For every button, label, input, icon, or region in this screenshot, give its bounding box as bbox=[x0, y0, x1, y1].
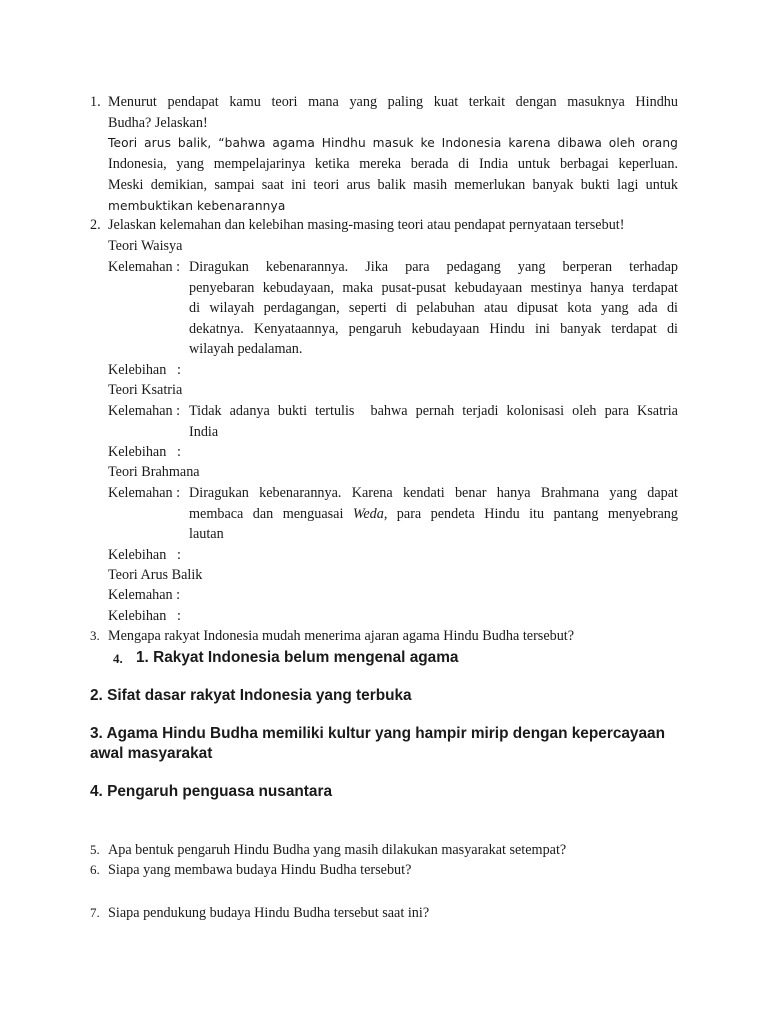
waisya-kelemahan-label: Kelemahan : bbox=[108, 259, 181, 275]
q3-question: Mengapa rakyat Indonesia mudah menerima ajaran agama Hindu Budha tersebut? bbox=[108, 628, 575, 644]
arus-balik-kelebihan-label: Kelebihan : bbox=[108, 608, 181, 624]
q5-question: Apa bentuk pengaruh Hindu Budha yang masih dilakukan masyarakat setempat? bbox=[108, 842, 567, 858]
ksatria-title: Teori Ksatria bbox=[108, 382, 183, 398]
q7-number: 7. bbox=[90, 905, 100, 920]
q4-answer-4: 4. Pengaruh penguasa nusantara bbox=[90, 783, 333, 800]
q1-question-line-2: Budha? Jelaskan! bbox=[108, 115, 208, 131]
q4-answer-3-line-1: 3. Agama Hindu Budha memiliki kultur yang hampir mirip dengan kepercayaan bbox=[90, 725, 666, 742]
q7-question: Siapa pendukung budaya Hindu Budha tersebut saat ini? bbox=[108, 905, 430, 921]
ksatria-kelemahan-line-1: Tidak adanya bukti tertulis bahwa pernah terjadi kolonisasi oleh para Ksatria bbox=[189, 403, 678, 419]
arus-balik-title: Teori Arus Balik bbox=[108, 567, 203, 583]
q6-question: Siapa yang membawa budaya Hindu Budha tersebut? bbox=[108, 862, 412, 878]
q2-number: 2. bbox=[90, 217, 101, 233]
brahmana-title: Teori Brahmana bbox=[108, 464, 200, 480]
brahmana-line2-part-a: membaca dan menguasai bbox=[189, 506, 353, 522]
ksatria-kelemahan-line-2: India bbox=[189, 424, 219, 440]
q4-answer-3-line-2: awal masyarakat bbox=[90, 745, 213, 762]
q4-answer-2: 2. Sifat dasar rakyat Indonesia yang terbuka bbox=[90, 687, 412, 704]
q1-answer-line-4: membuktikan kebenarannya bbox=[108, 199, 286, 213]
waisya-kelemahan-line-3: di wilayah perdagangan, seperti di pelabuhan atau dipusat kota yang ada di bbox=[189, 300, 678, 316]
q1-answer-line-3: Meski demikian, sampai saat ini teori arus balik masih memerlukan banyak bukti lagi untuk bbox=[108, 177, 678, 193]
brahmana-kelemahan-line-1: Diragukan kebenarannya. Karena kendati benar hanya Brahmana yang dapat bbox=[189, 485, 678, 501]
ksatria-kelebihan-label: Kelebihan : bbox=[108, 444, 181, 460]
q6-number: 6. bbox=[90, 862, 100, 877]
arus-balik-kelemahan-label: Kelemahan : bbox=[108, 587, 181, 603]
weda-term: Weda bbox=[352, 506, 384, 522]
brahmana-kelebihan-label: Kelebihan : bbox=[108, 547, 181, 563]
brahmana-kelemahan-label: Kelemahan : bbox=[108, 485, 181, 501]
q5-number: 5. bbox=[90, 842, 100, 857]
brahmana-kelemahan-line-3: lautan bbox=[189, 526, 224, 542]
waisya-kelemahan-line-5: wilayah pedalaman. bbox=[189, 341, 303, 357]
brahmana-kelemahan-line-2 bbox=[189, 504, 678, 524]
q1-answer-line-2: Indonesia, yang mempelajarinya ketika mereka berada di India untuk berbagai keperluan. bbox=[108, 156, 678, 172]
q4-answer-1: 1. Rakyat Indonesia belum mengenal agama bbox=[136, 649, 459, 666]
q2-question: Jelaskan kelemahan dan kelebihan masing-masing teori atau pendapat pernyataan tersebut! bbox=[108, 217, 625, 233]
q4-number: 4. bbox=[113, 651, 123, 666]
waisya-kelemahan-line-4: dekatnya. Kenyataannya, pengaruh kebudayaan Hindu ini banyak terdapat di bbox=[189, 321, 678, 337]
waisya-title: Teori Waisya bbox=[108, 238, 183, 254]
waisya-kelebihan-label: Kelebihan : bbox=[108, 362, 181, 378]
brahmana-line2-part-b: , para pendeta Hindu itu pantang menyebrang bbox=[383, 506, 678, 522]
q1-number: 1. bbox=[90, 94, 101, 110]
q1-answer-line-1: Teori arus balik, “bahwa agama Hindhu masuk ke Indonesia karena dibawa oleh orang bbox=[108, 136, 678, 150]
q3-number: 3. bbox=[90, 628, 100, 643]
waisya-kelemahan-line-2: penyebaran kebudayaan, maka pusat-pusat kebudayaan mestinya hanya terdapat bbox=[189, 280, 678, 296]
q1-question-line-1: Menurut pendapat kamu teori mana yang paling kuat terkait dengan masuknya Hindhu bbox=[108, 94, 678, 110]
ksatria-kelemahan-label: Kelemahan : bbox=[108, 403, 181, 419]
waisya-kelemahan-line-1: Diragukan kebenarannya. Jika para pedagang yang berperan terhadap bbox=[189, 259, 678, 275]
